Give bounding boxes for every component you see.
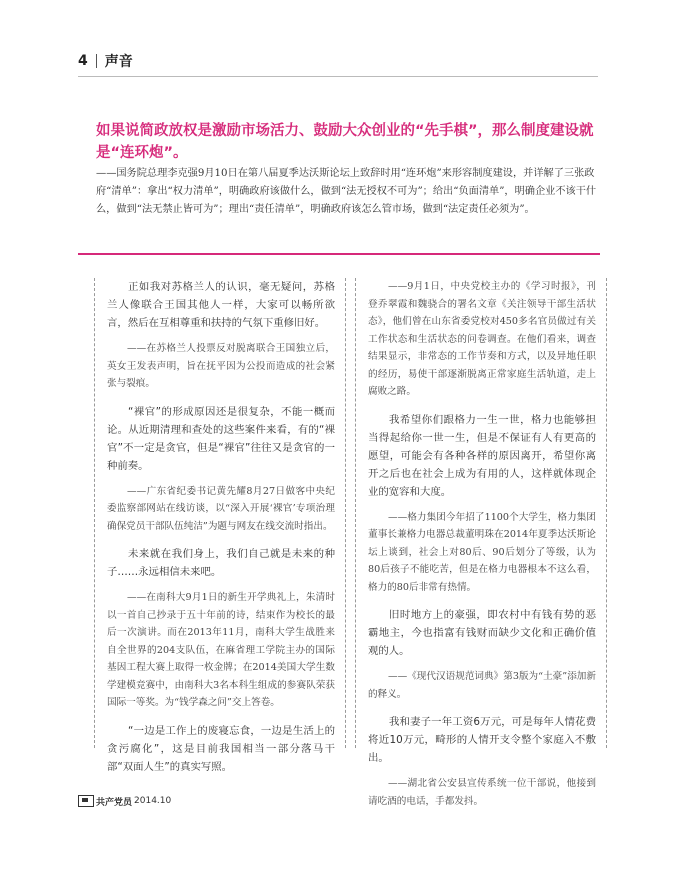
right-column <box>355 278 607 807</box>
quote-attribution: ——格力集团今年招了1100个大学生，格力集团董事长兼格力电器总裁董明珠在2014年夏季达沃斯论坛上谈到，社会上对80后、90后划分了等级，认为80后孩子不能吃苦，但是在格力电器根本不这么看，格力的80后非常有热情。 <box>368 511 596 593</box>
magazine-logo-icon <box>78 795 94 807</box>
quote-attribution: ——广东省纪委书记黄先耀8月27日做客中央纪委监察部网站在线访谈，以“深入开展‘裸官’专项治理 确保党员干部队伍纯洁”为题与网友在线交流时指出。 <box>107 485 335 532</box>
lead-quote-attribution: ——国务院总理李克强9月10日在第八届夏季达沃斯论坛上致辞时用“连环炮”来形容制度建设，并详解了三张政府“清单”：拿出“权力清单”，明确政府该做什么，做到“法无授权不可为”；给出“负面清单”，明确企业不该干什么，做到“法无禁止皆可为”；理出“责任清单”，明确政府该怎么管市场，做到“法定责任必须为”。 <box>96 168 597 215</box>
page-footer <box>78 794 171 808</box>
section-title: 声音 <box>104 54 133 70</box>
quote-paragraph: “一边是工作上的废寝忘食，一边是生活上的贪污腐化”，这是目前我国相当一部分落马干部“双面人生”的真实写照。 <box>107 724 335 773</box>
quote-attribution: ——在苏格兰人投票反对脱离联合王国独立后，英女王发表声明，旨在抚平因为公投而造成的社会紧张与裂痕。 <box>107 343 335 389</box>
quote-attribution: ——《现代汉语规范词典》第3版为“土豪”添加新的释义。 <box>368 671 596 700</box>
quote-paragraph: 我希望你们跟格力一生一世，格力也能够担当得起给你一世一生，但是不保证有人有更高的愿望，可能会有各种各样的原因离开，希望你离开之后也在社会上成为有用的人，这样就体现企业的宽容和大度。 <box>368 413 596 498</box>
quote-paragraph: 正如我对苏格兰人的认识，毫无疑问，苏格兰人像联合王国其他人一样，大家可以畅所欲言，然后在互相尊重和扶持的气氛下重修旧好。 <box>107 281 335 329</box>
quote-paragraph: 未来就在我们身上，我们自己就是未来的种子……永远相信未来吧。 <box>107 548 335 578</box>
issue-number: 2014.10 <box>134 796 172 806</box>
section-divider <box>78 253 600 255</box>
quote-paragraph: “裸官”的形成原因还是很复杂，不能一概而论。从近期清理和查处的这些案件来看，有的“裸官”不一定是贪官，但是“裸官”往往又是贪官的一种前奏。 <box>107 405 335 472</box>
page-number: 4 <box>78 53 88 69</box>
quote-attribution: ——9月1日，中央党校主办的《学习时报》，刊登乔翠霞和魏骁合的署名文章《关注领导干部生活状态》，他们曾在山东省委党校对450多名官员做过有关工作状态和生活状态的问卷调查。在他们看来，调查结果显示，非常态的工作节奏和方式，以及异地任职的经历，易使干部逐渐脱离正常家庭生活轨道，走上腐败之路。 <box>368 281 596 397</box>
quote-paragraph: 我和妻子一年工资6万元，可是每年人情花费将近10万元，畸形的人情开支令整个家庭入不敷出。 <box>368 716 596 764</box>
magazine-name: 共产党员 <box>96 797 133 808</box>
header-rule <box>78 76 598 77</box>
headline: 如果说简政放权是激励市场活力、鼓励大众创业的“先手棋”，那么制度建设就是“连环炮”。 <box>96 123 594 161</box>
page-header <box>78 52 133 70</box>
header-separator <box>96 54 97 68</box>
left-column <box>94 278 346 773</box>
quote-paragraph: 旧时地方上的豪强，即农村中有钱有势的恶霸地主，今也指富有钱财而缺少文化和正确价值观的人。 <box>368 609 596 657</box>
quote-attribution: ——在南科大9月1日的新生开学典礼上，朱清时以一首自己抄录于五十年前的诗，结束作为校长的最后一次演讲。而在2013年11月，南科大学生战胜来自全世界的204支队伍，在麻省理工学院主办的国际基因工程大赛上取得一枚金牌；在2014美国大学生数学建模竞赛中，由南科大3名本科生组成的参赛队荣获国际一等奖。为“钱学森之问”交上答卷。 <box>107 592 335 708</box>
quote-attribution: ——湖北省公安县宣传系统一位干部说，他接到请吃酒的电话，手都发抖。 <box>368 778 596 807</box>
